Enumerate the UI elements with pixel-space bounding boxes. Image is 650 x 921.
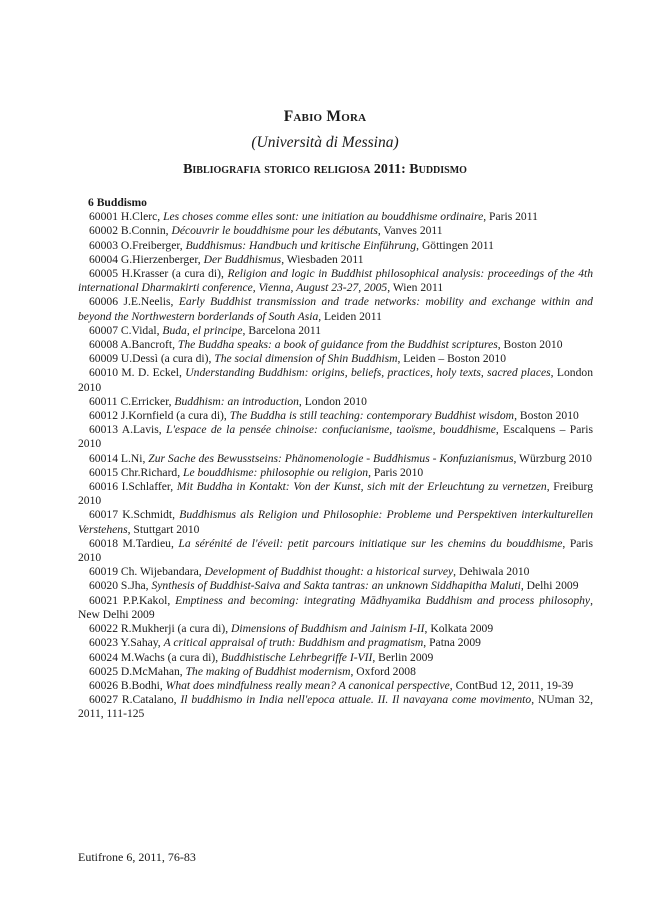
bibliography-entry: [78, 324, 593, 338]
entry-title: A critical appraisal of truth: Buddhism and pragmatism: [163, 636, 424, 650]
entry-author: 60018 M.Tardieu,: [89, 536, 179, 550]
entry-title: Découvrir le bouddhisme pour les débutants: [171, 224, 378, 238]
entry-publication: , Paris 2011: [483, 210, 538, 224]
entry-publication: , Dehiwala 2010: [453, 565, 530, 579]
bibliography-entry: [78, 480, 593, 508]
entry-author: 60010 M. D. Eckel,: [89, 366, 186, 380]
entry-title: The Buddha is still teaching: contemporary Buddhist wisdom: [229, 409, 515, 423]
entry-publication: , Göttingen 2011: [416, 238, 494, 252]
entry-publication: , London 2010: [78, 366, 593, 394]
bibliography-entry: [78, 409, 593, 423]
entry-title: La sérénité de l'éveil: petit parcours initiatique sur les chemins du bouddhisme: [178, 536, 563, 550]
entry-author: 60001 H.Clerc,: [89, 210, 164, 224]
entry-author: 60019 Ch. Wijebandara,: [89, 565, 205, 579]
entry-title: Les choses comme elles sont: une initiation au bouddhisme ordinaire: [163, 210, 484, 224]
bibliography-entry: [78, 579, 593, 593]
bibliography-entry: [78, 565, 593, 579]
entry-publication: , Paris 2010: [78, 536, 594, 565]
entry-publication: , London 2010: [298, 394, 367, 408]
entry-title: Buda, el principe: [162, 323, 243, 337]
entry-author: 60017 K.Schmidt,: [89, 508, 180, 522]
document-title: Bibliografia storico religiosa 2011: Buddismo: [183, 162, 467, 177]
entry-author: 60012 J.Kornfield (a cura di),: [89, 409, 230, 423]
entry-author: 60004 G.Hierzenberger,: [89, 252, 204, 266]
bibliography-entry: [78, 452, 593, 466]
entry-publication: , Würzburg 2010: [513, 451, 592, 465]
entry-publication: , Paris 2010: [368, 465, 424, 479]
section-heading: 6 Buddismo: [88, 196, 147, 209]
bibliography-entry: [78, 636, 593, 650]
author-name: Fabio Mora: [283, 108, 367, 125]
entry-title: Synthesis of Buddhist-Saiva and Sakta tantras: an unknown Siddhapitha Maluti: [151, 579, 521, 593]
entry-author: 60002 B.Connin,: [89, 224, 172, 238]
bibliography-entry: [78, 366, 593, 394]
entry-author: 60006 J.E.Neelis,: [89, 295, 179, 309]
entry-publication: , Oxford 2008: [350, 664, 416, 678]
bibliography-entry: [78, 423, 593, 451]
author-affiliation: (Università di Messina): [251, 134, 399, 151]
entry-author: 60015 Chr.Richard,: [89, 465, 184, 479]
entry-publication: , Delhi 2009: [520, 579, 579, 593]
entry-author: 60016 I.Schlaffer,: [89, 480, 177, 494]
entry-publication: , New Delhi 2009: [78, 593, 593, 621]
entry-author: 60020 S.Jha,: [89, 579, 152, 593]
entry-author: 60027 R.Catalano,: [89, 693, 181, 707]
bibliography-entry: [78, 622, 593, 636]
bibliography-list: [78, 210, 593, 721]
bibliography-entry: [78, 665, 593, 679]
entry-author: 60024 M.Wachs (a cura di),: [89, 650, 222, 664]
entry-author: 60005 H.Krasser (a cura di),: [89, 267, 228, 281]
entry-title: The social dimension of Shin Buddhism: [214, 352, 398, 366]
entry-title: Der Buddhismus: [203, 252, 282, 266]
bibliography-entry: [78, 651, 593, 665]
bibliography-entry: [78, 239, 593, 253]
entry-author: 60013 A.Lavis,: [89, 423, 166, 437]
entry-title: Il buddhismo in India nell'epoca attuale. II. Il navayana come movimento: [180, 693, 532, 707]
bibliography-entry: [78, 352, 593, 366]
bibliography-entry: [78, 338, 593, 352]
entry-author: 60021 P.P.Kakol,: [89, 593, 176, 607]
bibliography-entry: [78, 253, 593, 267]
entry-author: 60022 R.Mukherji (a cura di),: [89, 622, 231, 636]
entry-author: 60014 L.Ni,: [89, 451, 149, 465]
entry-publication: , Escalquens – Paris 2010: [78, 423, 593, 451]
entry-title: Zur Sache des Bewusstseins: Phänomenologie - Buddhismus - Konfuzianismus: [148, 451, 514, 465]
entry-author: 60025 D.McMahan,: [89, 664, 186, 678]
entry-publication: , Boston 2010: [514, 409, 579, 423]
bibliography-entry: [78, 508, 593, 536]
entry-title: Understanding Buddhism: origins, beliefs, practices, holy texts, sacred places: [185, 366, 551, 380]
entry-title: Buddhism: an introduction: [174, 394, 299, 408]
bibliography-entry: [78, 210, 593, 224]
entry-author: 60026 B.Bodhi,: [89, 678, 166, 692]
entry-publication: , Boston 2010: [497, 338, 563, 352]
entry-publication: , Berlin 2009: [372, 650, 434, 664]
entry-author: 60007 C.Vidal,: [89, 323, 163, 337]
entry-author: 60011 C.Erricker,: [89, 394, 175, 408]
entry-publication: , Stuttgart 2010: [127, 522, 200, 536]
entry-publication: , Wiesbaden 2011: [281, 252, 364, 266]
page-footer: Eutifrone 6, 2011, 76-83: [78, 850, 196, 864]
bibliography-entry: [78, 594, 593, 622]
entry-title: Early Buddhist transmission and trade networks: mobility and exchange within and beyond the Northwestern borderlands of South Asia: [78, 295, 593, 323]
bibliography-entry: [78, 537, 593, 565]
entry-title: Buddhistische Lehrbegriffe I-VII: [221, 650, 373, 664]
entry-title: Le bouddhisme: philosophie ou religion: [183, 465, 369, 479]
entry-author: 60023 Y.Sahay,: [89, 636, 164, 650]
entry-title: What does mindfulness really mean? A canonical perspective: [165, 678, 450, 692]
bibliography-body: [78, 196, 593, 722]
entry-title: The making of Buddhist modernism: [185, 664, 351, 678]
entry-author: 60003 O.Freiberger,: [89, 238, 186, 252]
entry-publication: , Leiden 2011: [318, 309, 382, 323]
entry-title: Buddhismus: Handbuch und kritische Einführung: [185, 238, 417, 252]
bibliography-entry: [78, 395, 593, 409]
entry-title: L'espace de la pensée chinoise: confucianisme, taoïsme, bouddhisme: [166, 423, 496, 437]
bibliography-entry: [78, 224, 593, 238]
entry-title: Religion and logic in Buddhist philosophical analysis: proceedings of the 4th international Dharmakirti conference, Vienna, August 23-27, 2005: [78, 267, 594, 295]
bibliography-entry: [78, 679, 593, 693]
entry-author: 60009 U.Dessì (a cura di),: [89, 352, 215, 366]
entry-title: The Buddha speaks: a book of guidance from the Buddhist scriptures: [177, 338, 498, 352]
entry-title: Development of Buddhist thought: a historical survey: [204, 565, 454, 579]
bibliography-entry: [78, 466, 593, 480]
entry-title: Emptiness and becoming: integrating Mādhyamika Buddhism and process philosophy: [175, 593, 591, 607]
entry-publication: , Patna 2009: [423, 636, 481, 650]
entry-title: Dimensions of Buddhism and Jainism I-II: [231, 622, 425, 636]
entry-author: 60008 A.Bancroft,: [89, 338, 178, 352]
bibliography-entry: [78, 267, 593, 295]
entry-publication: , Kolkata 2009: [424, 622, 494, 636]
bibliography-entry: [78, 693, 593, 721]
entry-title: Mit Buddha in Kontakt: Von der Kunst, sich mit der Erleuchtung zu vernetzen: [176, 480, 547, 494]
entry-publication: , Barcelona 2011: [242, 323, 321, 337]
entry-publication: , Wien 2011: [387, 281, 444, 295]
entry-publication: , Freiburg 2010: [78, 480, 593, 508]
entry-publication: , Vanves 2011: [377, 224, 443, 238]
bibliography-entry: [78, 295, 593, 323]
entry-publication: , Leiden – Boston 2010: [397, 352, 507, 366]
entry-publication: , ContBud 12, 2011, 19-39: [449, 678, 574, 692]
entry-publication: , NUman 32, 2011, 111-125: [78, 693, 593, 721]
entry-title: Buddhismus als Religion und Philosophie: Probleme und Perspektiven interkulturellen Verstehens: [78, 508, 593, 536]
